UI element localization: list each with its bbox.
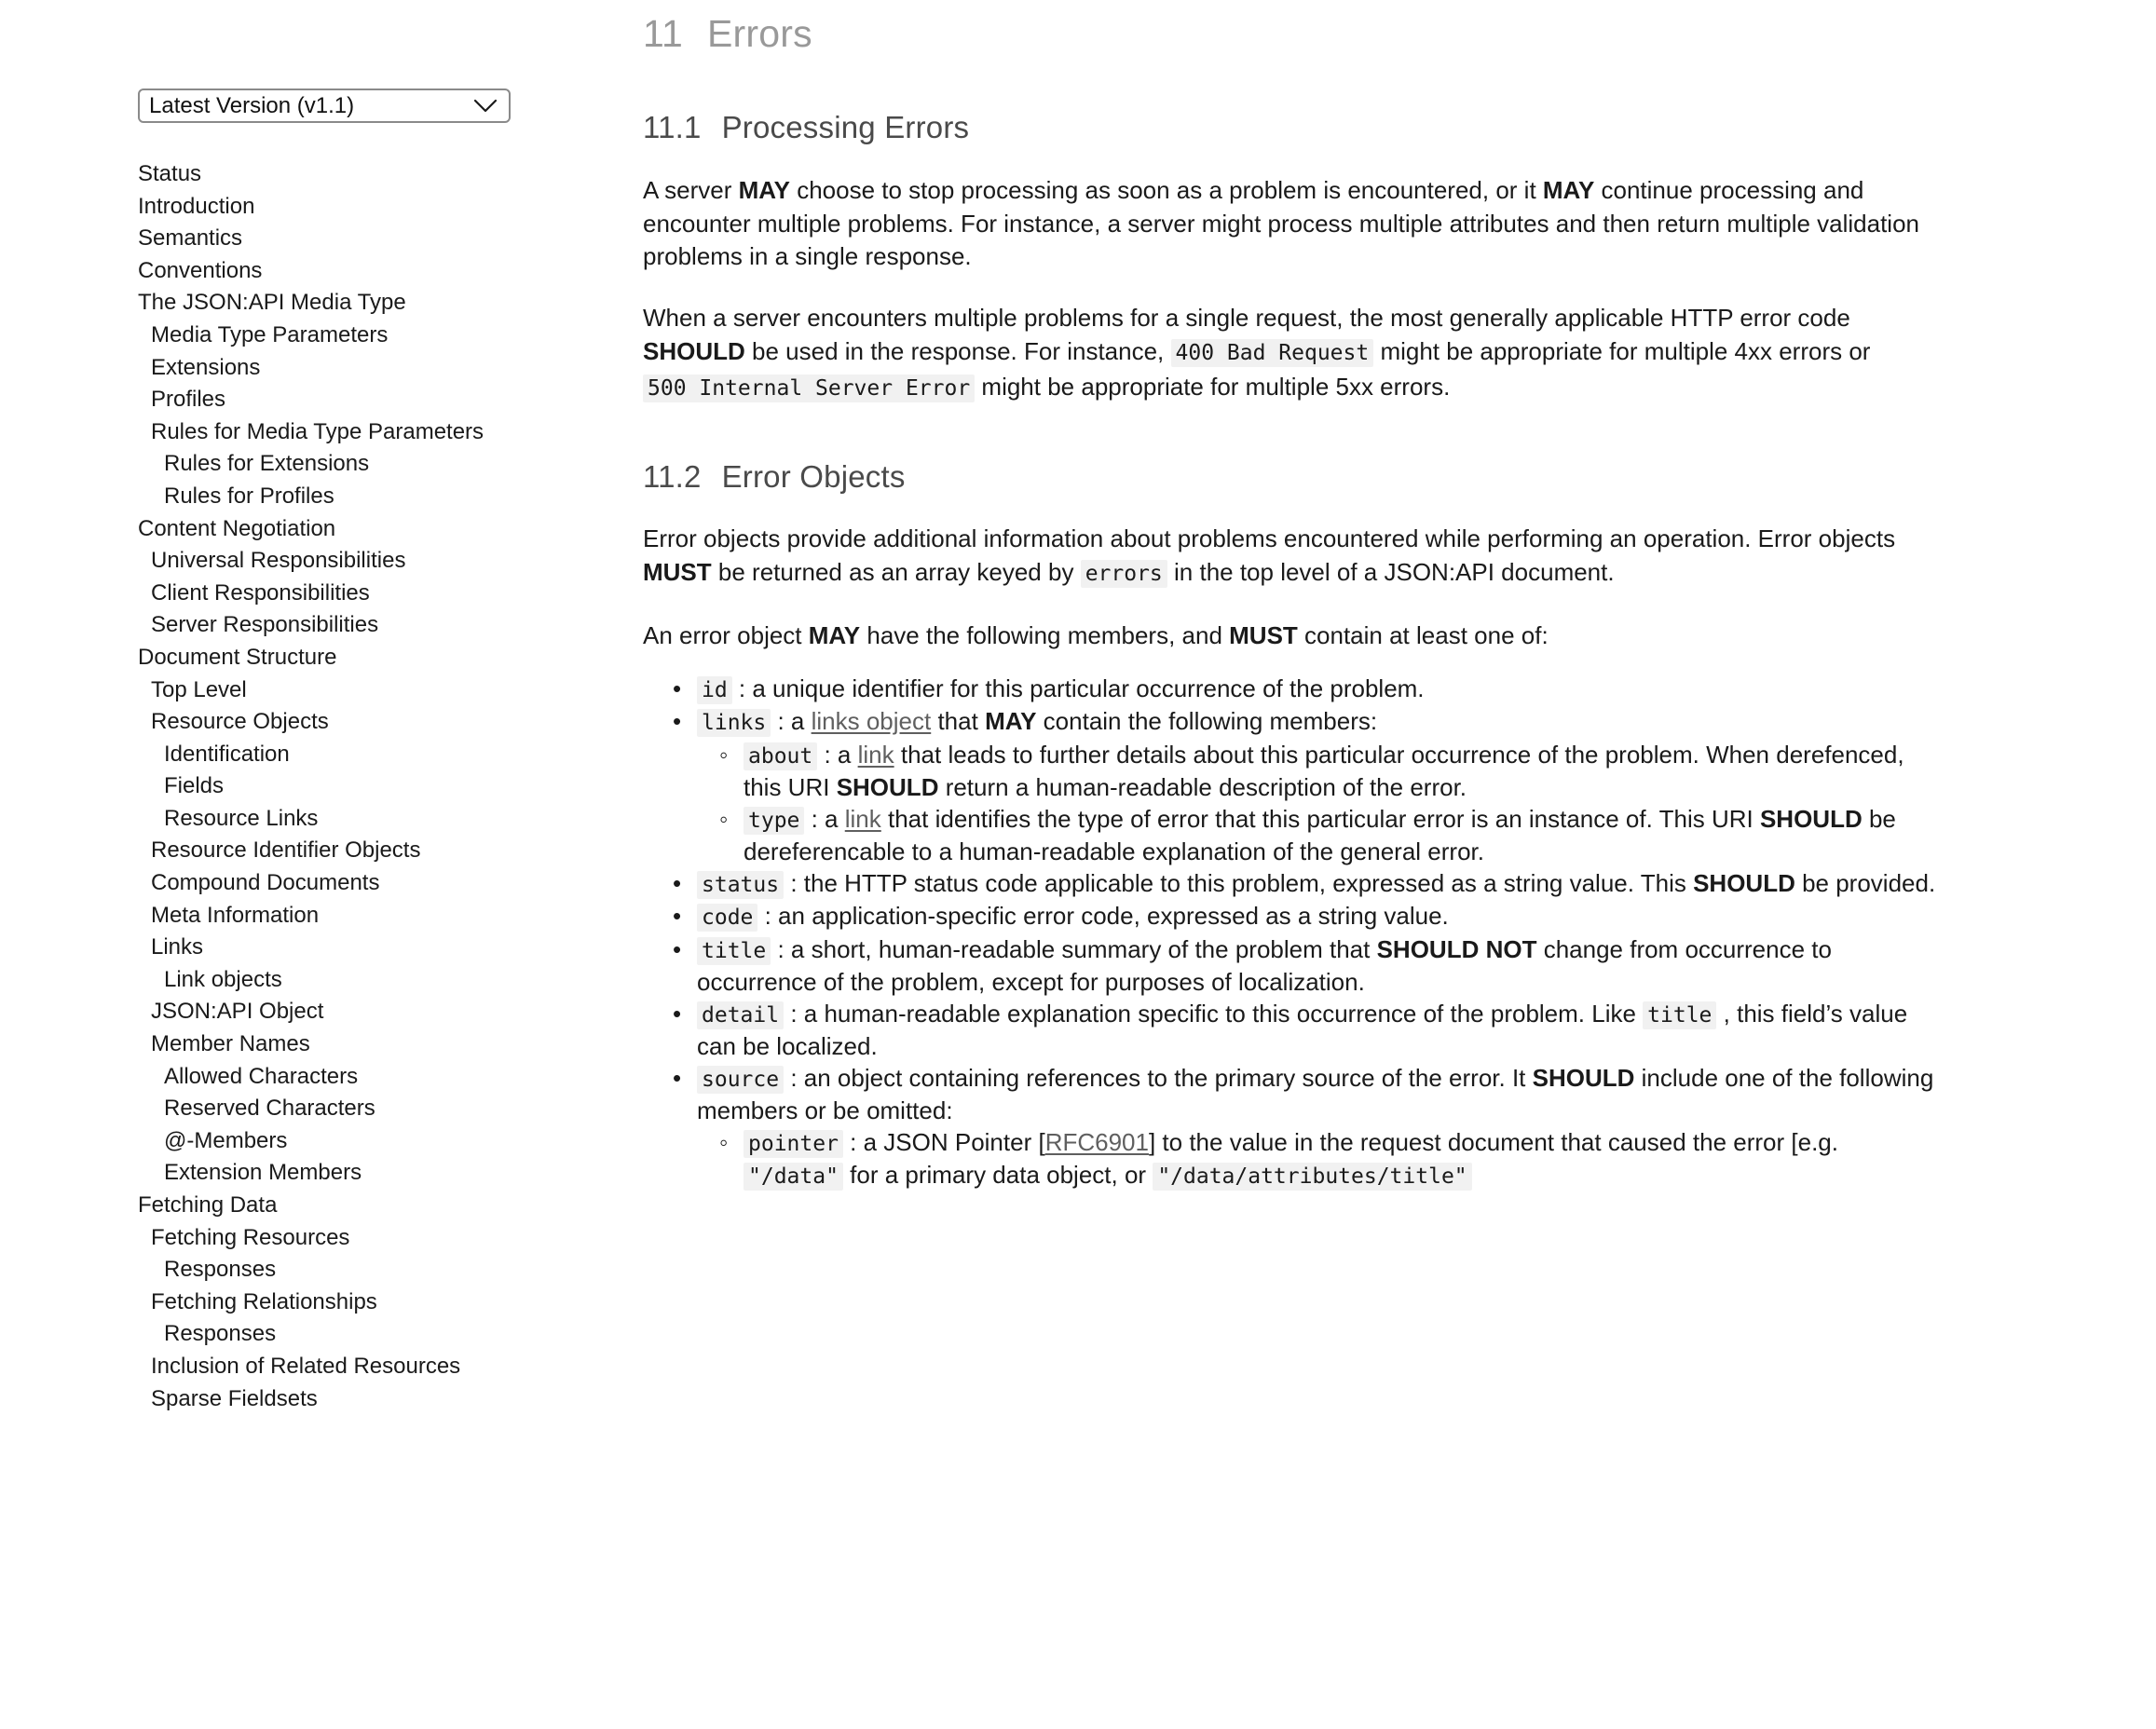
- list-item: [138, 1028, 643, 1061]
- list-item-status: [697, 868, 1936, 902]
- list-item: [138, 255, 643, 288]
- text-fragment: : a: [771, 707, 812, 736]
- list-item: [138, 320, 643, 352]
- member-code-text: [697, 901, 1936, 934]
- text-fragment: return a human-readable description of the error.: [938, 773, 1467, 802]
- inline-code-source: source: [697, 1066, 784, 1094]
- keyword-must: MUST: [643, 557, 712, 586]
- list-item: [138, 964, 643, 997]
- text-fragment: : the HTTP status code applicable to this problem, expressed as a string value. This: [784, 868, 1694, 897]
- text-fragment: that: [931, 707, 986, 736]
- sidebar-item-fetching-relationships[interactable]: Fetching Relationships: [151, 1288, 377, 1314]
- link-link-type[interactable]: link: [844, 804, 881, 833]
- sidebar-item-top-level[interactable]: Top Level: [151, 676, 247, 702]
- list-item: [138, 1351, 643, 1383]
- section-title-text: Errors: [706, 12, 812, 55]
- text-fragment: Error objects provide additional information about problems encountered while performing an operation. Error objects: [643, 524, 1896, 553]
- version-selector[interactable]: [138, 88, 511, 123]
- list-item: [138, 835, 643, 867]
- keyword-should-not: SHOULD NOT: [1376, 934, 1537, 963]
- text-fragment: might be appropriate for multiple 4xx errors or: [1373, 336, 1871, 365]
- inline-code-id: id: [697, 676, 732, 704]
- list-item: [138, 1093, 643, 1125]
- text-fragment: be dereferencable to a human-readable explanation of the general error.: [744, 804, 1896, 866]
- sidebar-item-resource-identifier-objects[interactable]: Resource Identifier Objects: [151, 837, 421, 864]
- list-item: [138, 642, 643, 674]
- text-fragment: : a: [817, 740, 858, 769]
- table-of-contents: [138, 158, 643, 1415]
- member-source-text: [697, 1063, 1936, 1127]
- member-title-text: [697, 934, 1936, 999]
- list-item-detail: [697, 999, 1936, 1063]
- list-item: [138, 158, 643, 191]
- list-item-source: [697, 1063, 1936, 1193]
- list-item-code: [697, 901, 1936, 934]
- text-fragment: include one of the following members or be omitted:: [697, 1063, 1934, 1125]
- sidebar-item-inclusion-of-related-resources[interactable]: Inclusion of Related Resources: [151, 1353, 461, 1379]
- keyword-may: MAY: [738, 175, 790, 204]
- link-link-about[interactable]: link: [857, 740, 894, 769]
- sidebar-item-links[interactable]: Links: [151, 934, 204, 960]
- section-number: 11: [643, 12, 683, 55]
- list-item-title: [697, 934, 1936, 999]
- list-item: [138, 448, 643, 481]
- subsection-title-text: Processing Errors: [721, 110, 970, 145]
- text-fragment: contain at least one of:: [1297, 620, 1549, 649]
- sidebar-item-resource-objects[interactable]: Resource Objects: [151, 709, 329, 735]
- source-submembers-list: [697, 1127, 1936, 1193]
- text-fragment: continue processing and encounter multiple problems. For instance, a server might process multiple attributes and then return multiple validation problems in a single response.: [643, 175, 1920, 271]
- link-rfc6901[interactable]: RFC6901: [1044, 1127, 1149, 1156]
- list-item: [138, 1254, 643, 1287]
- list-item: [138, 384, 643, 416]
- inline-code-detail: detail: [697, 1001, 784, 1029]
- sidebar-item-media-type-parameters[interactable]: Media Type Parameters: [151, 321, 389, 347]
- sidebar-item-responses[interactable]: Responses: [164, 1321, 277, 1347]
- text-fragment: for a primary data object, or: [842, 1161, 1153, 1190]
- text-fragment: : an object containing references to the primary source of the error. It: [784, 1063, 1533, 1092]
- inline-code-data-pointer: "/data": [744, 1163, 843, 1191]
- sidebar-item-the-json-api-media-type[interactable]: The JSON:API Media Type: [138, 290, 406, 316]
- list-item: [138, 867, 643, 900]
- sidebar-item-semantics[interactable]: Semantics: [138, 225, 243, 252]
- list-item: [138, 803, 643, 836]
- text-fragment: : a JSON Pointer [: [842, 1127, 1045, 1156]
- sidebar-item-compound-documents[interactable]: Compound Documents: [151, 870, 380, 896]
- list-item: [138, 287, 643, 320]
- inline-code-status: status: [697, 871, 784, 899]
- text-fragment: ] to the value in the request document that caused the error [e.g.: [1148, 1127, 1838, 1156]
- sidebar-item-rules-for-media-type-parameters[interactable]: Rules for Media Type Parameters: [151, 418, 484, 444]
- text-fragment: An error object: [643, 620, 809, 649]
- list-item: [138, 416, 643, 449]
- sidebar-item-introduction[interactable]: Introduction: [138, 193, 255, 219]
- link-links-object[interactable]: links object: [811, 707, 932, 736]
- sidebar-item-link-objects[interactable]: Link objects: [164, 966, 282, 992]
- list-item: [138, 609, 643, 642]
- inline-code-errors: errors: [1081, 560, 1167, 588]
- text-fragment: : an application-specific error code, expressed as a string value.: [757, 902, 1449, 931]
- member-id-text: [697, 674, 1936, 707]
- sidebar-item-client-responsibilities[interactable]: Client Responsibilities: [151, 579, 370, 606]
- keyword-must: MUST: [1229, 620, 1298, 649]
- subsection-number: 11.2: [643, 458, 702, 494]
- text-fragment: A server: [643, 175, 739, 204]
- text-fragment: When a server encounters multiple problems for a single request, the most generally applicable HTTP error code: [643, 304, 1850, 333]
- sidebar-item-json-api-object[interactable]: JSON:API Object: [151, 999, 324, 1025]
- member-status-text: [697, 868, 1936, 902]
- list-item: [138, 706, 643, 739]
- sidebar-item-universal-responsibilities[interactable]: Universal Responsibilities: [151, 548, 406, 574]
- sidebar-item-rules-for-extensions[interactable]: Rules for Extensions: [164, 451, 370, 477]
- keyword-may: MAY: [985, 707, 1037, 736]
- text-fragment: might be appropriate for multiple 5xx errors.: [975, 372, 1451, 401]
- sidebar-navigation: [0, 0, 643, 1415]
- links-submembers-list: [697, 740, 1936, 868]
- sidebar-item-profiles[interactable]: Profiles: [151, 387, 226, 413]
- list-item: [138, 481, 643, 513]
- text-fragment: have the following members, and: [860, 620, 1230, 649]
- inline-code-type: type: [744, 807, 804, 835]
- inline-code-links: links: [697, 709, 771, 737]
- heading-error-objects: [643, 458, 1936, 496]
- list-item-pointer: [744, 1127, 1936, 1193]
- sidebar-item-document-structure[interactable]: Document Structure: [138, 644, 337, 670]
- list-item-id: [697, 674, 1936, 707]
- member-links-text: [697, 706, 1936, 740]
- list-item: [138, 578, 643, 610]
- keyword-should: SHOULD: [1532, 1063, 1635, 1092]
- sidebar-item-sparse-fieldsets[interactable]: Sparse Fieldsets: [151, 1385, 318, 1411]
- list-item: [138, 513, 643, 546]
- text-fragment: : a: [804, 804, 845, 833]
- list-item: [138, 1061, 643, 1094]
- sidebar-item-member-names[interactable]: Member Names: [151, 1031, 310, 1057]
- inline-code-400: 400 Bad Request: [1171, 339, 1374, 367]
- subsection-title-text: Error Objects: [721, 458, 906, 494]
- paragraph-processing-2: [643, 302, 1936, 405]
- text-fragment: change from occurrence to occurrence of the problem, except for purposes of localization.: [697, 934, 1832, 997]
- main-content: [643, 0, 2156, 1193]
- list-item: [138, 1157, 643, 1190]
- sidebar-item-server-responsibilities[interactable]: Server Responsibilities: [151, 612, 379, 638]
- inline-code-title-ref: title: [1643, 1001, 1716, 1029]
- list-item: [138, 932, 643, 964]
- sidebar-item-meta-information[interactable]: Meta Information: [151, 902, 320, 928]
- list-item: [138, 1190, 643, 1222]
- keyword-should: SHOULD: [643, 336, 745, 365]
- sidebar-item-fetching-data[interactable]: Fetching Data: [138, 1192, 278, 1218]
- text-fragment: , this field’s value can be localized.: [697, 999, 1908, 1061]
- keyword-should: SHOULD: [1693, 868, 1795, 897]
- sidebar-item-status[interactable]: Status: [138, 161, 202, 186]
- list-item: [138, 996, 643, 1028]
- page-title: [643, 0, 1936, 57]
- sidebar-item-fetching-resources[interactable]: Fetching Resources: [151, 1224, 350, 1250]
- text-fragment: : a human-readable explanation specific to this occurrence of the problem. Like: [784, 999, 1644, 1028]
- text-fragment: be returned as an array keyed by: [711, 557, 1081, 586]
- text-fragment: be provided.: [1794, 868, 1936, 897]
- text-fragment: that identifies the type of error that this particular error is an instance of. This URI: [880, 804, 1760, 833]
- list-item: [138, 1287, 643, 1319]
- inline-code-attributes-title-pointer: "/data/attributes/title": [1153, 1163, 1471, 1191]
- error-object-members-list: [643, 674, 1936, 1193]
- sidebar-item-resource-links[interactable]: Resource Links: [164, 805, 319, 831]
- text-fragment: be used in the response. For instance,: [744, 336, 1171, 365]
- sidebar-item-responses[interactable]: Responses: [164, 1257, 277, 1283]
- list-item-links: [697, 706, 1936, 868]
- text-fragment: : a short, human-readable summary of the problem that: [771, 934, 1377, 963]
- sidebar-item-rules-for-profiles[interactable]: Rules for Profiles: [164, 483, 334, 509]
- text-fragment: : a unique identifier for this particular occurrence of the problem.: [731, 674, 1425, 702]
- sidebar-item-fields[interactable]: Fields: [164, 773, 225, 799]
- subsection-number: 11.1: [643, 110, 702, 145]
- sidebar-item-extension-members[interactable]: Extension Members: [164, 1160, 362, 1186]
- member-pointer-text: [744, 1128, 1838, 1190]
- sidebar-item-extensions[interactable]: Extensions: [151, 354, 261, 380]
- member-detail-text: [697, 999, 1936, 1063]
- sidebar-item-reserved-characters[interactable]: Reserved Characters: [164, 1096, 375, 1122]
- sidebar-item-members[interactable]: @-Members: [164, 1127, 288, 1153]
- keyword-should: SHOULD: [836, 773, 939, 802]
- paragraph-error-objects-2: [643, 619, 1936, 653]
- sidebar-item-identification[interactable]: Identification: [164, 741, 290, 767]
- list-item: [138, 223, 643, 255]
- inline-code-pointer: pointer: [744, 1130, 843, 1158]
- list-item: [138, 1125, 643, 1158]
- text-fragment: contain the following members:: [1036, 707, 1378, 736]
- list-item: [138, 1318, 643, 1351]
- version-select-value[interactable]: Latest Version (v1.1): [138, 88, 511, 123]
- list-item: [138, 1383, 643, 1416]
- sidebar-item-allowed-characters[interactable]: Allowed Characters: [164, 1063, 359, 1089]
- list-item-about: [744, 740, 1936, 804]
- list-item: [138, 674, 643, 707]
- keyword-should: SHOULD: [1759, 804, 1863, 833]
- list-item: [138, 739, 643, 771]
- list-item: [138, 770, 643, 803]
- heading-processing-errors: [643, 109, 1936, 146]
- paragraph-error-objects-1: [643, 523, 1936, 592]
- text-fragment: choose to stop processing as soon as a problem is encountered, or it: [789, 175, 1543, 204]
- list-item-type: [744, 804, 1936, 868]
- list-item: [138, 352, 643, 385]
- list-item: [138, 191, 643, 224]
- paragraph-processing-1: [643, 174, 1936, 274]
- list-item: [138, 1222, 643, 1255]
- member-about-text: [744, 741, 1904, 802]
- sidebar-item-content-negotiation[interactable]: Content Negotiation: [138, 515, 336, 541]
- sidebar-item-conventions[interactable]: Conventions: [138, 257, 263, 283]
- member-type-text: [744, 805, 1896, 866]
- inline-code-about: about: [744, 742, 817, 770]
- inline-code-500: 500 Internal Server Error: [643, 374, 975, 402]
- keyword-may: MAY: [1542, 175, 1595, 204]
- list-item: [138, 900, 643, 933]
- inline-code-title: title: [697, 937, 771, 965]
- text-fragment: in the top level of a JSON:API document.: [1167, 557, 1615, 586]
- keyword-may: MAY: [808, 620, 861, 649]
- text-fragment: that leads to further details about this particular occurrence of the problem. When derefenced, this URI: [744, 740, 1904, 802]
- list-item: [138, 545, 643, 578]
- inline-code-code: code: [697, 904, 757, 932]
